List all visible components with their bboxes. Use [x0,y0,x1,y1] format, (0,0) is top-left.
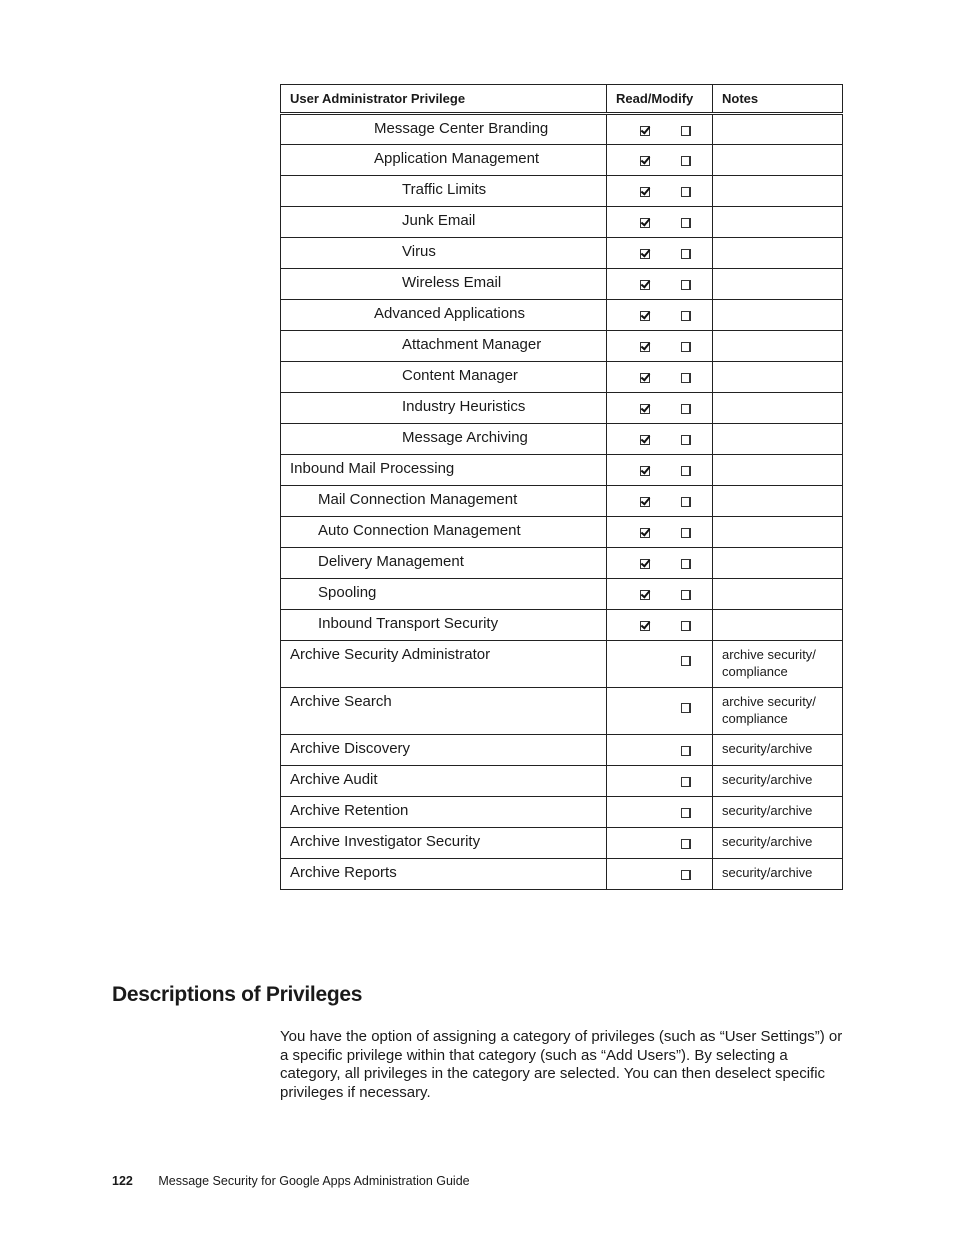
notes-cell [713,424,843,455]
table-row [281,548,843,579]
read-modify-cell [607,797,713,828]
read-modify-cell [607,579,713,610]
header-privilege: User Administrator Privilege [281,85,607,114]
read-checkbox[interactable] [640,342,650,352]
read-modify-cell [607,455,713,486]
notes-cell [713,207,843,238]
notes-cell [713,300,843,331]
modify-checkbox[interactable] [681,497,691,507]
privilege-label: Message Center Branding [281,114,607,145]
table-row [281,579,843,610]
table-row [281,207,843,238]
read-modify-cell [607,207,713,238]
read-checkbox[interactable] [640,497,650,507]
privilege-label: Inbound Mail Processing [281,455,607,486]
notes-cell [713,393,843,424]
privilege-label: Archive Audit [281,766,607,797]
notes-cell: archive security/ compliance [713,688,843,735]
privilege-label: Industry Heuristics [281,393,607,424]
privilege-label: Wireless Email [281,269,607,300]
read-modify-cell [607,828,713,859]
modify-checkbox[interactable] [681,311,691,321]
read-checkbox[interactable] [640,404,650,414]
table-row [281,766,843,797]
notes-cell [713,145,843,176]
read-modify-cell [607,238,713,269]
read-checkbox[interactable] [640,621,650,631]
read-checkbox[interactable] [640,559,650,569]
table-row [281,828,843,859]
modify-checkbox[interactable] [681,528,691,538]
modify-checkbox[interactable] [681,703,691,713]
table-row [281,641,843,688]
notes-cell [713,455,843,486]
header-read-modify: Read/Modify [607,85,713,114]
table-row [281,424,843,455]
modify-checkbox[interactable] [681,621,691,631]
modify-checkbox[interactable] [681,656,691,666]
notes-cell [713,114,843,145]
modify-checkbox[interactable] [681,777,691,787]
modify-checkbox[interactable] [681,126,691,136]
read-modify-cell [607,331,713,362]
read-checkbox[interactable] [640,373,650,383]
read-checkbox[interactable] [640,528,650,538]
modify-checkbox[interactable] [681,839,691,849]
read-modify-cell [607,735,713,766]
modify-checkbox[interactable] [681,808,691,818]
table-row [281,238,843,269]
notes-cell: security/archive [713,859,843,890]
modify-checkbox[interactable] [681,870,691,880]
table-row [281,393,843,424]
read-modify-cell [607,269,713,300]
table-body [281,114,843,890]
read-modify-cell [607,610,713,641]
read-modify-cell [607,424,713,455]
modify-checkbox[interactable] [681,218,691,228]
privilege-label: Message Archiving [281,424,607,455]
privileges-table [280,84,843,890]
table-row [281,176,843,207]
table-row [281,486,843,517]
privilege-label: Attachment Manager [281,331,607,362]
table-row [281,362,843,393]
read-modify-cell [607,688,713,735]
read-checkbox[interactable] [640,311,650,321]
table-row [281,269,843,300]
privilege-label: Virus [281,238,607,269]
read-checkbox[interactable] [640,126,650,136]
table-row [281,517,843,548]
read-modify-cell [607,176,713,207]
modify-checkbox[interactable] [681,373,691,383]
read-checkbox[interactable] [640,280,650,290]
modify-checkbox[interactable] [681,342,691,352]
privilege-label: Junk Email [281,207,607,238]
privilege-label: Mail Connection Management [281,486,607,517]
modify-checkbox[interactable] [681,435,691,445]
read-checkbox[interactable] [640,187,650,197]
table-row [281,610,843,641]
table-row [281,688,843,735]
notes-cell [713,486,843,517]
table-row [281,145,843,176]
privilege-label: Archive Retention [281,797,607,828]
modify-checkbox[interactable] [681,559,691,569]
table-row [281,114,843,145]
notes-cell: security/archive [713,828,843,859]
page-footer [112,1174,470,1188]
modify-checkbox[interactable] [681,249,691,259]
read-checkbox[interactable] [640,218,650,228]
privilege-label: Advanced Applications [281,300,607,331]
modify-checkbox[interactable] [681,404,691,414]
modify-checkbox[interactable] [681,187,691,197]
read-modify-cell [607,362,713,393]
notes-cell [713,331,843,362]
notes-cell: security/archive [713,797,843,828]
notes-cell [713,176,843,207]
notes-cell: security/archive [713,766,843,797]
read-modify-cell [607,766,713,797]
privilege-label: Archive Security Administrator [281,641,607,688]
notes-cell: archive security/ compliance [713,641,843,688]
read-modify-cell [607,548,713,579]
read-modify-cell [607,393,713,424]
notes-cell: security/archive [713,735,843,766]
notes-cell [713,362,843,393]
privilege-label: Spooling [281,579,607,610]
read-modify-cell [607,145,713,176]
notes-cell [713,269,843,300]
privilege-label: Archive Reports [281,859,607,890]
modify-checkbox[interactable] [681,466,691,476]
privilege-label: Application Management [281,145,607,176]
read-checkbox[interactable] [640,249,650,259]
notes-cell [713,579,843,610]
privilege-label: Delivery Management [281,548,607,579]
table-row [281,797,843,828]
read-checkbox[interactable] [640,156,650,166]
table-row [281,300,843,331]
modify-checkbox[interactable] [681,280,691,290]
modify-checkbox[interactable] [681,156,691,166]
section-heading: Descriptions of Privileges [112,983,363,1006]
read-modify-cell [607,300,713,331]
header-notes: Notes [713,85,843,114]
privilege-label: Archive Investigator Security [281,828,607,859]
table-row [281,455,843,486]
table-header-row [281,85,843,114]
modify-checkbox[interactable] [681,746,691,756]
notes-cell [713,238,843,269]
notes-cell [713,517,843,548]
notes-cell [713,548,843,579]
privilege-label: Content Manager [281,362,607,393]
modify-checkbox[interactable] [681,590,691,600]
read-modify-cell [607,517,713,548]
notes-cell [713,610,843,641]
privilege-label: Archive Search [281,688,607,735]
read-modify-cell [607,859,713,890]
read-modify-cell [607,114,713,145]
table-row [281,735,843,766]
privilege-label: Traffic Limits [281,176,607,207]
privilege-label: Inbound Transport Security [281,610,607,641]
section-body: You have the option of assigning a category of privileges (such as “User Settings”) or a specific privilege within that category (such as “Add Users”). By selecting a category, all privileges in the category are selected. You can then deselect specific privileges if necessary. [280,1028,843,1101]
privilege-label: Archive Discovery [281,735,607,766]
document-title: Message Security for Google Apps Administration Guide [158,1174,470,1188]
read-modify-cell [607,641,713,688]
privilege-label: Auto Connection Management [281,517,607,548]
read-modify-cell [607,486,713,517]
table-row [281,331,843,362]
table-row [281,859,843,890]
read-checkbox[interactable] [640,466,650,476]
read-checkbox[interactable] [640,590,650,600]
page-number: 122 [112,1174,133,1188]
read-checkbox[interactable] [640,435,650,445]
